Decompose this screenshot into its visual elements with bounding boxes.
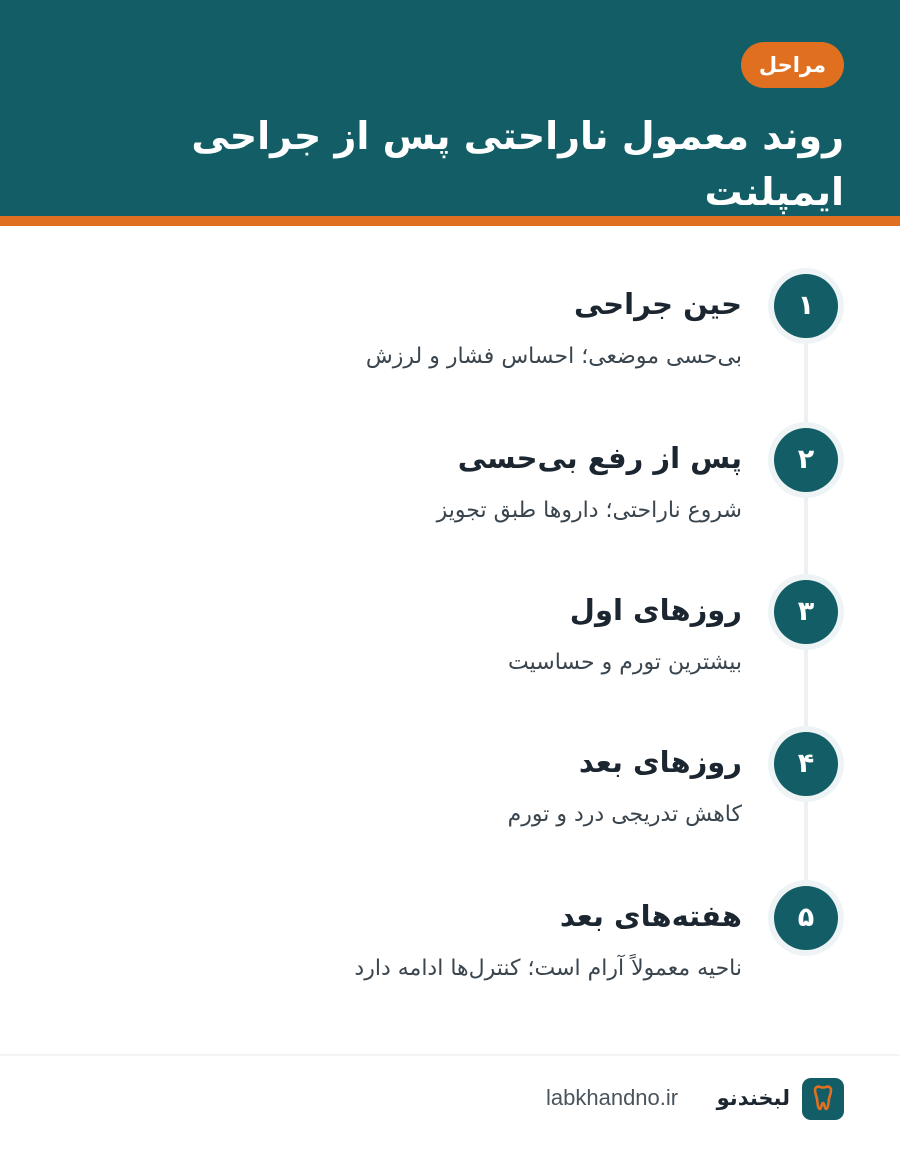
step-description: ناحیه معمولاً آرام است؛ کنترل‌ها ادامه دارد	[354, 956, 742, 981]
website-url[interactable]: labkhandno.ir	[546, 1085, 679, 1110]
brand-name: لبخندنو	[716, 1086, 790, 1110]
step-title: روزهای اول	[569, 593, 742, 627]
footer-divider	[0, 1054, 900, 1056]
step-description: بی‌حسی موضعی؛ احساس فشار و لرزش	[365, 344, 742, 369]
timeline-step-2	[0, 428, 900, 568]
step-description: بیشترین تورم و حساسیت	[508, 650, 742, 675]
step-number-badge: ۳	[774, 580, 838, 644]
step-number-badge: ۲	[774, 428, 838, 492]
step-title: حین جراحی	[573, 287, 742, 321]
tooth-icon	[802, 1078, 844, 1120]
step-description: شروع ناراحتی؛ داروها طبق تجویز	[436, 498, 742, 523]
page-title: روند معمول ناراحتی پس از جراحی ایمپلنت	[191, 114, 844, 214]
timeline-step-1	[0, 274, 900, 414]
step-number-badge: ۱	[774, 274, 838, 338]
step-title: روزهای بعد	[578, 745, 742, 779]
step-title: هفته‌های بعد	[559, 899, 742, 933]
timeline-step-4	[0, 732, 900, 872]
timeline-step-3	[0, 580, 900, 720]
timeline-step-5	[0, 886, 900, 1026]
section-badge: مراحل	[741, 42, 844, 88]
step-description: کاهش تدریجی درد و تورم	[507, 802, 742, 827]
step-number-badge: ۵	[774, 886, 838, 950]
step-title: پس از رفع بی‌حسی	[457, 441, 742, 475]
step-number-badge: ۴	[774, 732, 838, 796]
